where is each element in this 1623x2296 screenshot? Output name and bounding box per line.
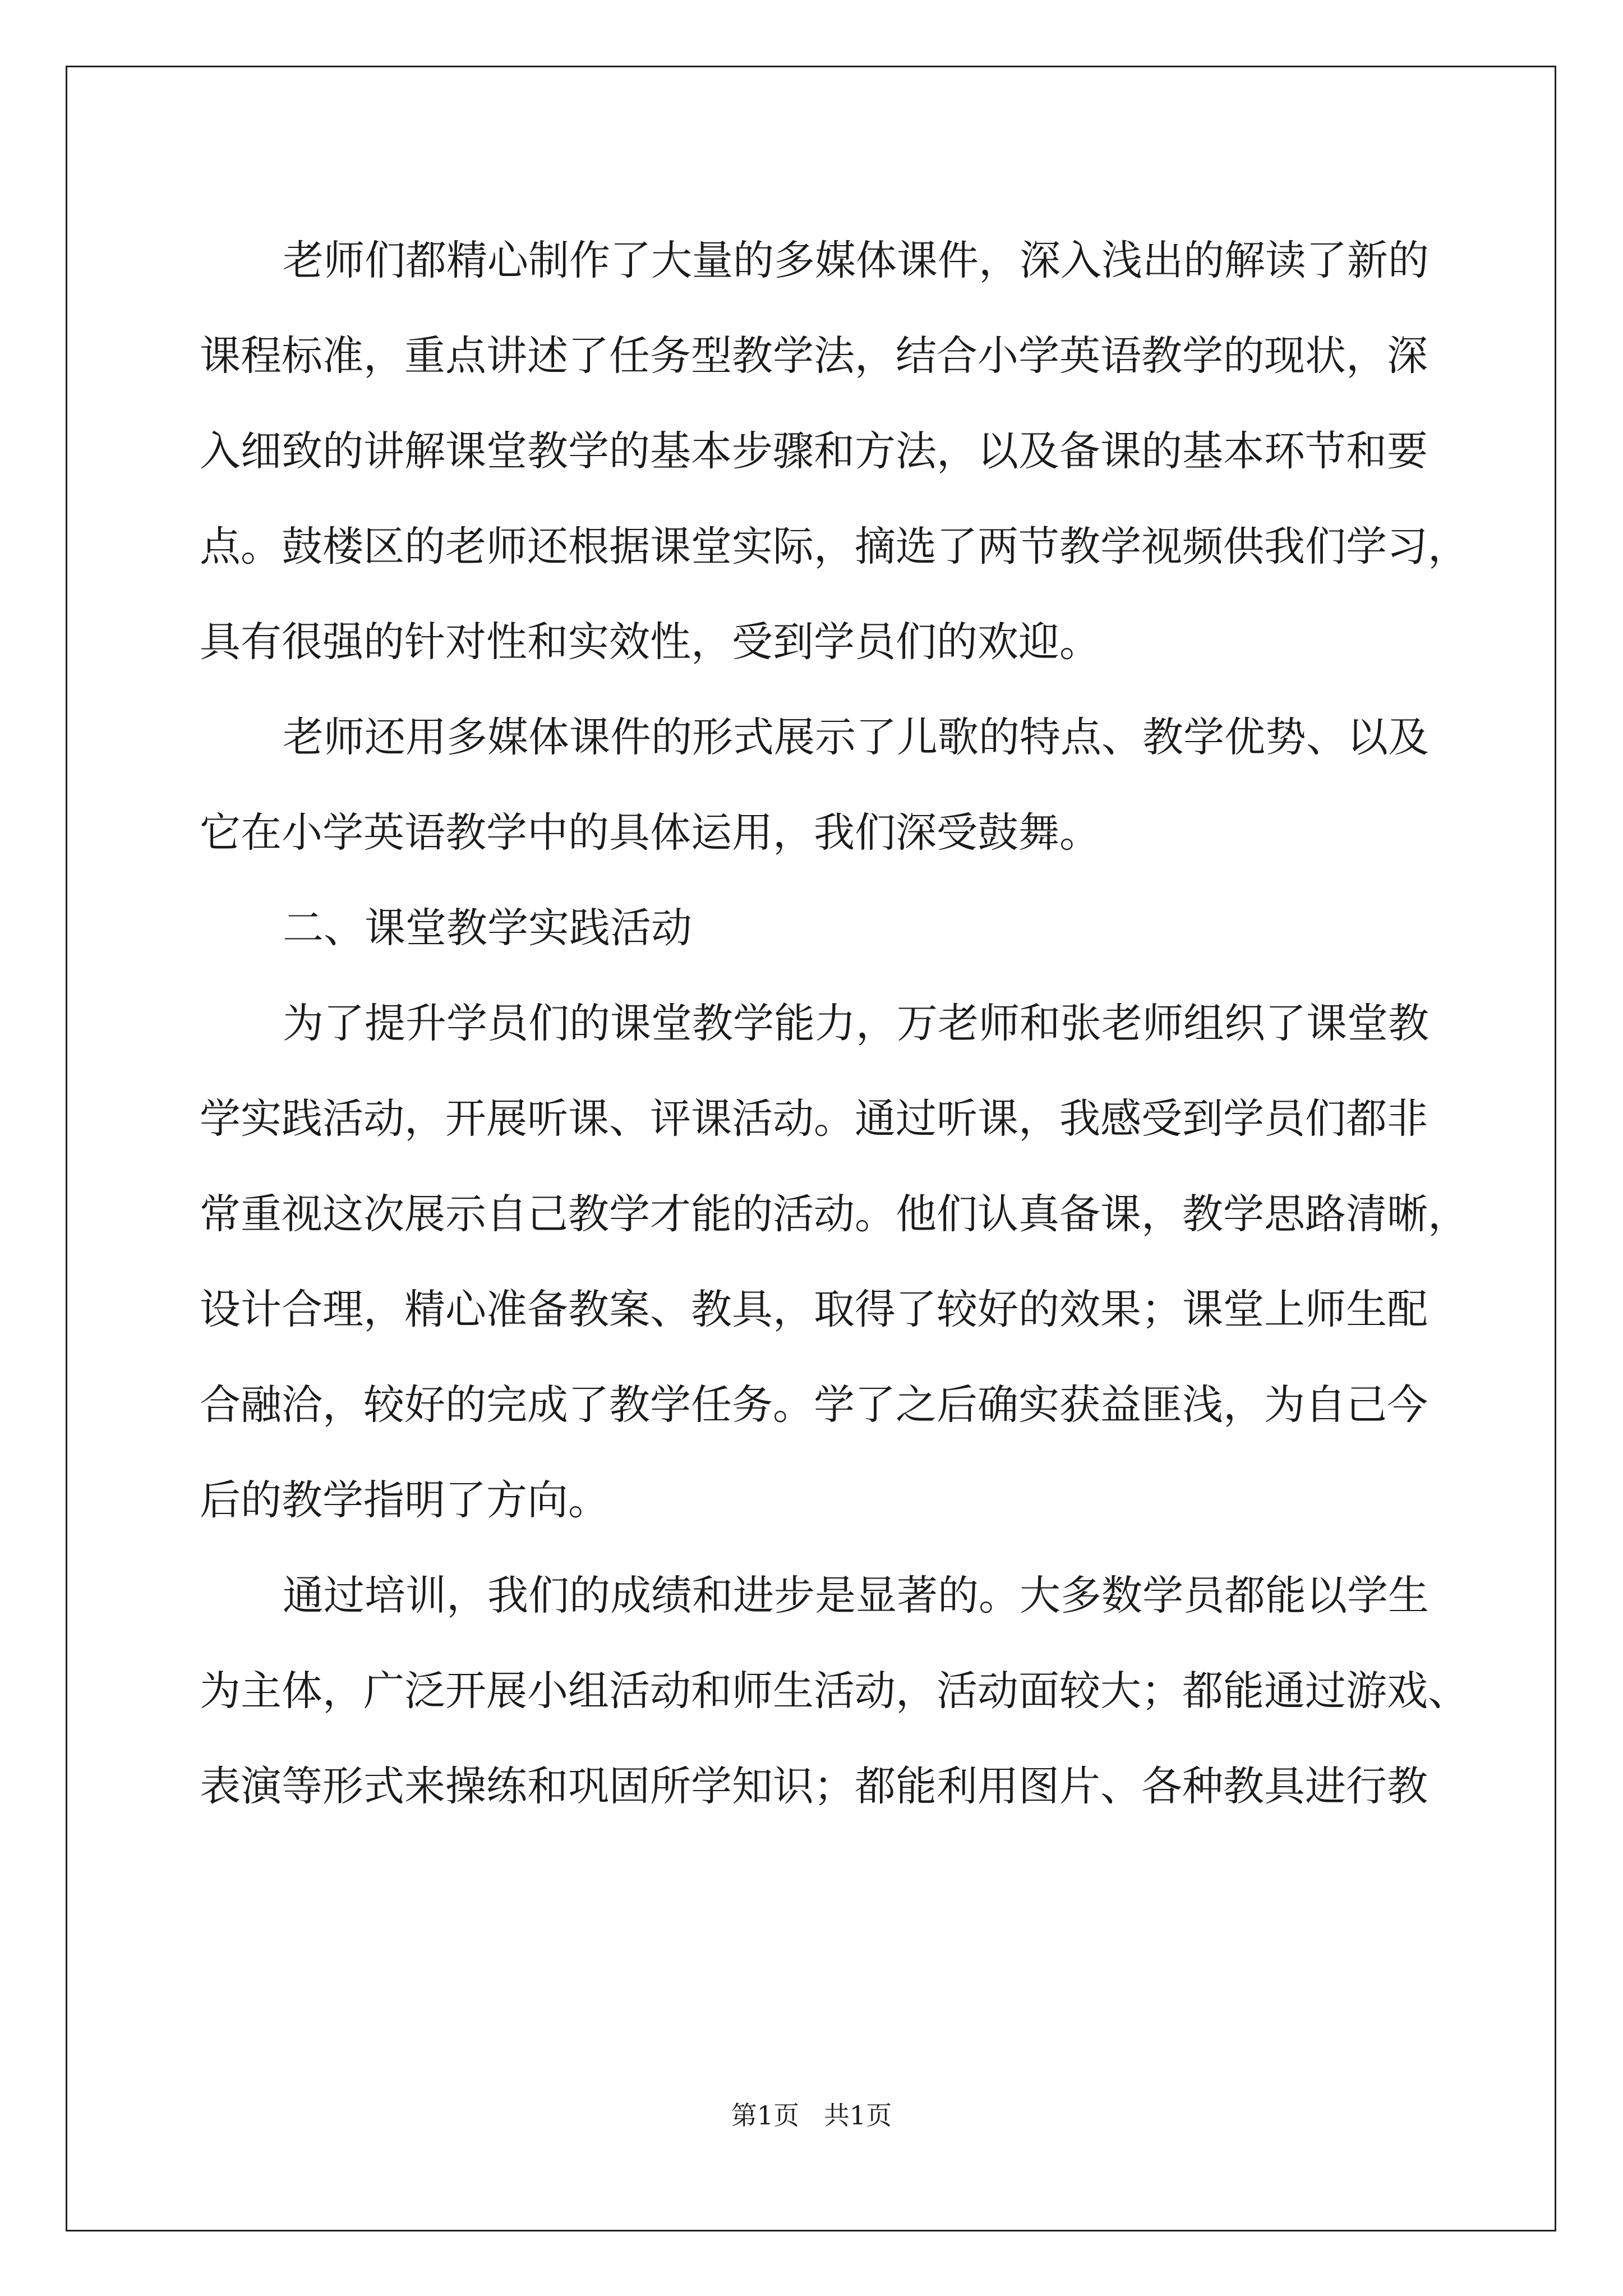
text-line: 表演等形式来操练和巩固所学知识；都能利用图片、各种教具进行教 <box>200 1763 1428 1810</box>
paragraph-1 <box>200 213 1469 690</box>
text-line: 它在小学英语教学中的具体运用，我们深受鼓舞。 <box>200 809 1100 857</box>
text-line: 点。鼓楼区的老师还根据课堂实际，摘选了两节教学视频供我们学习， <box>200 523 1469 570</box>
heading-line: 二、课堂教学实践活动 <box>283 904 692 952</box>
text-line: 课程标准，重点讲述了任务型教学法，结合小学英语教学的现状，深 <box>200 332 1428 380</box>
text-line: 后的教学指明了方向。 <box>200 1476 609 1524</box>
paragraph-2 <box>200 690 1428 881</box>
text-line: 具有很强的针对性和实效性，受到学员们的欢迎。 <box>200 618 1100 666</box>
section-heading <box>200 881 1428 976</box>
document-body <box>200 213 1469 1834</box>
text-line: 为了提升学员们的课堂教学能力，万老师和张老师组织了课堂教 <box>283 1000 1429 1047</box>
text-line: 通过培训，我们的成绩和进步是显著的。大多数学员都能以学生 <box>283 1572 1429 1619</box>
text-line: 合融洽，较好的完成了教学任务。学了之后确实获益匪浅，为自己今 <box>200 1381 1428 1429</box>
text-line: 老师们都精心制作了大量的多媒体课件，深入浅出的解读了新的 <box>283 237 1429 284</box>
paragraph-4 <box>200 1548 1469 1834</box>
text-line: 学实践活动，开展听课、评课活动。通过听课，我感受到学员们都非 <box>200 1095 1428 1143</box>
text-line: 老师还用多媒体课件的形式展示了儿歌的特点、教学优势、以及 <box>283 714 1429 761</box>
text-line: 常重视这次展示自己教学才能的活动。他们认真备课，教学思路清晰， <box>200 1190 1469 1238</box>
text-line: 为主体，广泛开展小组活动和师生活动，活动面较大；都能通过游戏、 <box>200 1667 1469 1715</box>
paragraph-3 <box>200 976 1469 1548</box>
page-footer: 第1页 共1页 <box>731 2100 892 2131</box>
text-line: 设计合理，精心准备教案、教具，取得了较好的效果；课堂上师生配 <box>200 1286 1428 1333</box>
text-line: 入细致的讲解课堂教学的基本步骤和方法，以及备课的基本环节和要 <box>200 427 1428 475</box>
